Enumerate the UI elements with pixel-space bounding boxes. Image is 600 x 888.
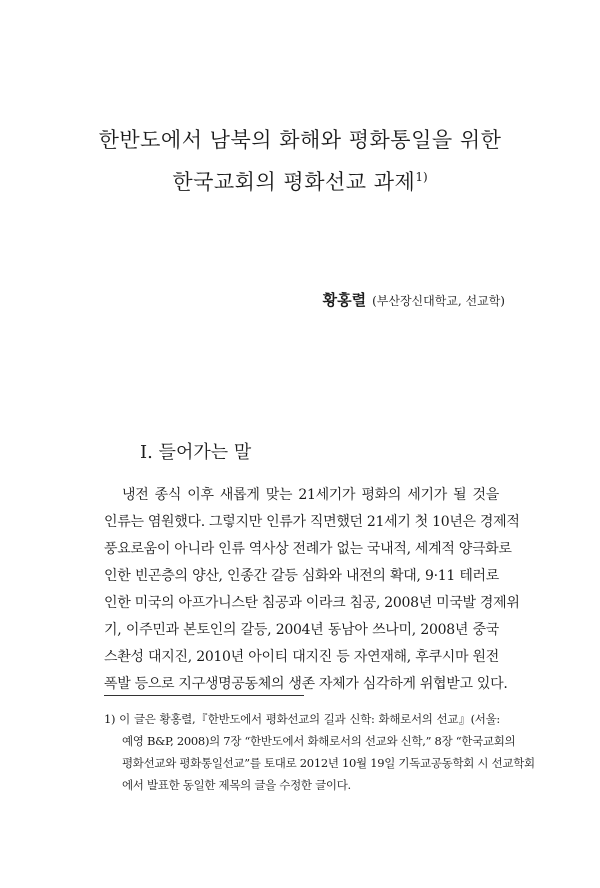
footnote-line-4: 에서 발표한 동일한 제목의 글을 수정한 글이다.	[122, 778, 351, 792]
author-affiliation: (부산장신대학교, 선교학)	[372, 294, 505, 308]
footnote-line-3: 평화선교와 평화통일선교”를 토대로 2012년 10월 19일 기독교공동학회 시 선교학회	[122, 756, 535, 770]
author-name: 황홍렬	[322, 291, 367, 309]
footnote-line-2: 예영 B&P, 2008)의 7장 “한반도에서 화해로서의 선교와 신학,” 8장 “한국교회의	[122, 734, 516, 748]
title-line-2	[0, 166, 600, 196]
body-line-4: 인한 빈곤층의 양산, 인종간 갈등 심화와 내전의 확대, 9·11 테러로	[104, 568, 499, 584]
body-line-3: 풍요로움이 아니라 인류 역사상 전례가 없는 국내적, 세계적 양극화로	[104, 541, 512, 557]
body-line-5: 인한 미국의 아프가니스탄 침공과 이라크 침공, 2008년 미국발 경제위	[104, 595, 520, 611]
footnote-divider	[104, 695, 304, 696]
body-line-6: 기, 이주민과 본토인의 갈등, 2004년 동남아 쓰나미, 2008년 중국	[104, 622, 499, 638]
author-block	[323, 289, 505, 310]
section-heading: Ⅰ. 들어가는 말	[140, 442, 252, 463]
footnote-line-1: 1) 이 글은 황홍렬,『한반도에서 평화선교의 길과 신학: 화해로서의 선교』(서울:	[104, 712, 500, 726]
title-footnote-ref[interactable]: 1)	[415, 170, 428, 184]
title-line-1: 한반도에서 남북의 화해와 평화통일을 위한	[98, 128, 502, 152]
body-line-7: 스촨성 대지진, 2010년 아이티 대지진 등 자연재해, 후쿠시마 원전	[104, 649, 499, 665]
title-line-2-text: 한국교회의 평화선교 과제	[172, 170, 416, 194]
body-line-1: 냉전 종식 이후 새롭게 맞는 21세기가 평화의 세기가 될 것을	[122, 487, 499, 503]
body-line-2: 인류는 염원했다. 그렇지만 인류가 직면했던 21세기 첫 10년은 경제적	[104, 514, 520, 530]
body-line-8: 폭발 등으로 지구생명공동체의 생존 자체가 심각하게 위협받고 있다.	[104, 676, 508, 692]
